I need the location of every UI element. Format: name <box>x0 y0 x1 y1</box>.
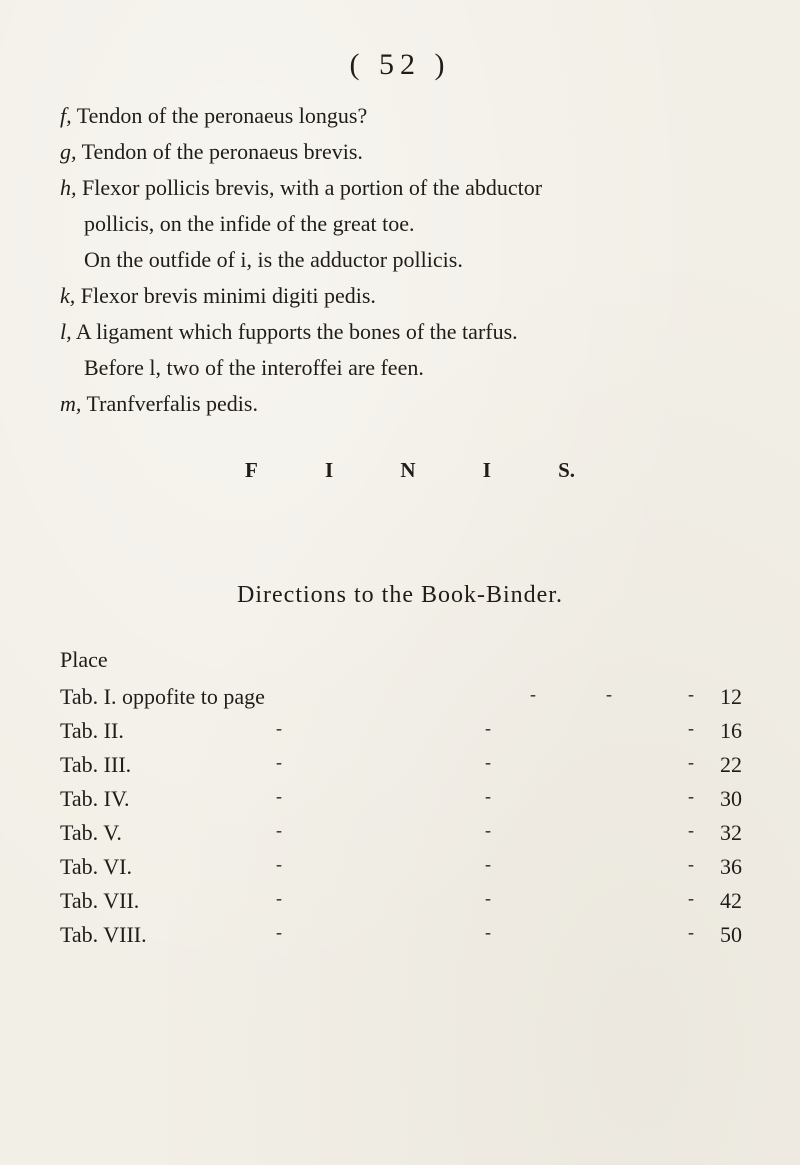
legend-text: Flexor pollicis brevis, with a portion of the abductor <box>76 175 543 200</box>
legend-letter: k, <box>60 283 76 308</box>
leader-dash: - <box>606 684 612 704</box>
legend-entry-k <box>60 278 780 314</box>
tab-label: Tab. VIII. <box>60 922 147 947</box>
leader-dash: - <box>276 718 282 738</box>
leader-dash: - <box>276 922 282 942</box>
finis-letter: F <box>245 458 258 482</box>
tab-label: Tab. VII. <box>60 888 140 913</box>
leader-dash: - <box>688 820 694 840</box>
leader-dash: - <box>276 786 282 806</box>
leader-dash: - <box>530 684 536 704</box>
legend-letter: g, <box>60 139 77 164</box>
tab-label: Tab. V. <box>60 820 122 845</box>
finis-letter: S. <box>558 458 575 482</box>
leader-dash: - <box>688 684 694 704</box>
finis-letter: I <box>482 458 491 482</box>
tab-page-number: 16 <box>720 718 742 743</box>
tab-page-number: 50 <box>720 922 742 947</box>
leader-dash: - <box>485 854 491 874</box>
tab-row <box>60 922 780 956</box>
legend-letter: h, <box>60 175 77 200</box>
leader-dash: - <box>485 786 491 806</box>
tab-row <box>60 854 780 888</box>
legend-entry-g <box>60 134 780 170</box>
tab-label: Tab. I. oppofite to page <box>60 684 265 709</box>
leader-dash: - <box>688 752 694 772</box>
directions-title: Directions to the Book-Binder. <box>237 582 563 608</box>
legend-entry-l <box>60 314 780 350</box>
tab-row <box>60 786 780 820</box>
tab-page-number: 30 <box>720 786 742 811</box>
leader-dash: - <box>276 820 282 840</box>
legend-text: A ligament which fupports the bones of the tarfus. <box>71 319 518 344</box>
tab-label: Tab. III. <box>60 752 132 777</box>
tab-page-number: 32 <box>720 820 742 845</box>
leader-dash: - <box>688 854 694 874</box>
legend-letter: f, <box>60 103 72 128</box>
leader-dash: - <box>485 888 491 908</box>
tab-row <box>60 684 780 718</box>
leader-dash: - <box>688 786 694 806</box>
tab-row <box>60 820 780 854</box>
tab-row <box>60 718 780 752</box>
legend-text: Flexor brevis minimi digiti pedis. <box>75 283 376 308</box>
legend-letter: m, <box>60 391 82 416</box>
finis-letter: N <box>400 458 416 482</box>
leader-dash: - <box>485 752 491 772</box>
page-number: ( 52 ) <box>349 48 451 81</box>
legend-continuation: Before l, two of the interoffei are feen. <box>84 355 424 380</box>
tab-label: Tab. IV. <box>60 786 130 811</box>
legend-entry-h <box>60 170 780 206</box>
leader-dash: - <box>485 820 491 840</box>
leader-dash: - <box>276 752 282 772</box>
tab-page-number: 36 <box>720 854 742 879</box>
legend-text: Tranfverfalis pedis. <box>81 391 258 416</box>
tab-row <box>60 888 780 922</box>
tab-label: Tab. II. <box>60 718 124 743</box>
legend-continuation: On the outfide of i, is the adductor pollicis. <box>84 247 463 272</box>
tab-label: Tab. VI. <box>60 854 132 879</box>
leader-dash: - <box>485 718 491 738</box>
tab-page-number: 12 <box>720 684 742 709</box>
leader-dash: - <box>276 888 282 908</box>
leader-dash: - <box>688 888 694 908</box>
legend-entry-m <box>60 386 780 422</box>
leader-dash: - <box>276 854 282 874</box>
legend-text: Tendon of the peronaeus longus? <box>71 103 368 128</box>
leader-dash: - <box>485 922 491 942</box>
leader-dash: - <box>688 718 694 738</box>
leader-dash: - <box>688 922 694 942</box>
legend-letter: l, <box>60 319 72 344</box>
legend-text: Tendon of the peronaeus brevis. <box>76 139 363 164</box>
tab-page-number: 42 <box>720 888 742 913</box>
legend-continuation: pollicis, on the infide of the great toe. <box>84 211 415 236</box>
tab-page-number: 22 <box>720 752 742 777</box>
legend-entry-f <box>60 98 780 134</box>
finis-heading <box>245 458 575 483</box>
place-label: Place <box>60 647 108 672</box>
finis-letter: I <box>325 458 334 482</box>
tab-row <box>60 752 780 786</box>
